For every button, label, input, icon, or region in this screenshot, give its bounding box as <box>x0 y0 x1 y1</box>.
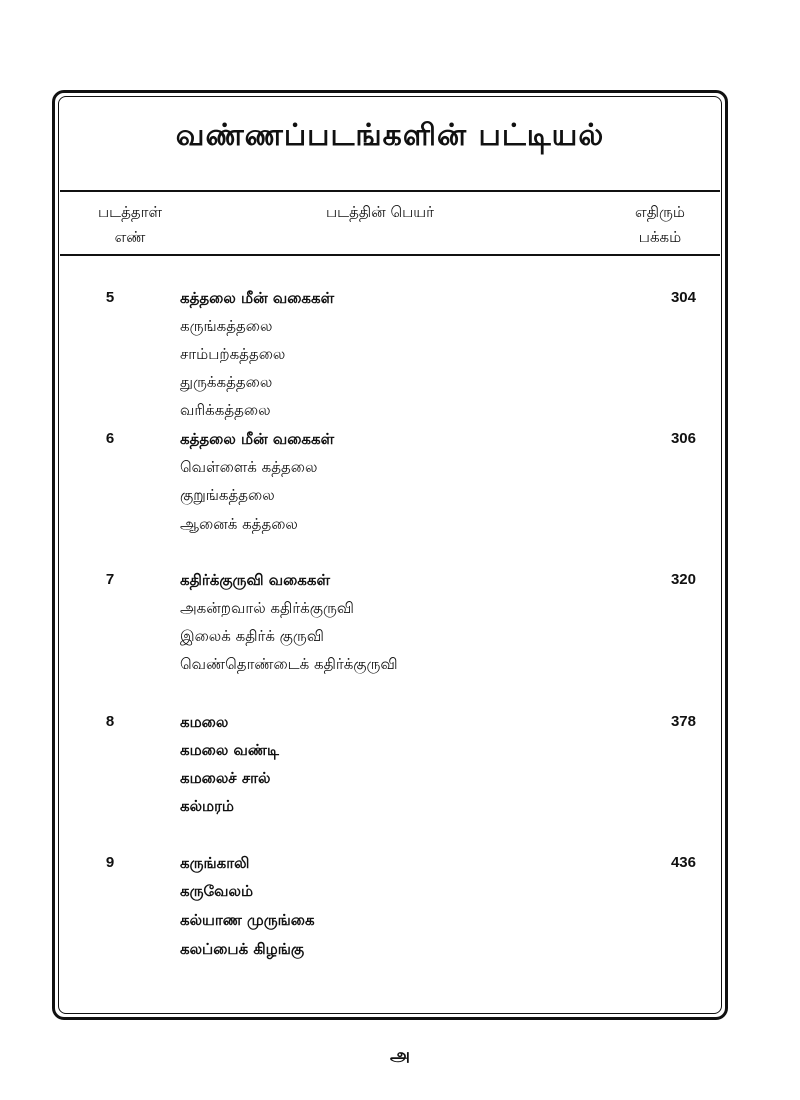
page-title: வண்ணப்படங்களின் பட்டியல் <box>175 118 605 153</box>
item-name: கமலை வண்டி <box>180 741 279 759</box>
item-name: சாம்பற்கத்தலை <box>180 345 286 363</box>
list-item <box>60 453 720 481</box>
item-name: கல்யாண முருங்கை <box>180 911 315 929</box>
list-group-heading <box>60 566 720 594</box>
item-name: குறுங்கத்தலை <box>180 486 275 504</box>
title-divider <box>60 190 720 192</box>
list-item <box>60 622 720 650</box>
list-item <box>60 877 720 905</box>
plate-heading: கத்தலை மீன் வகைகள் <box>180 289 335 307</box>
page-number: 306 <box>670 430 696 447</box>
item-name: கருவேலம் <box>180 882 254 900</box>
list-item <box>60 594 720 622</box>
plate-number: 7 <box>105 571 115 588</box>
plate-heading: கத்தலை மீன் வகைகள் <box>180 430 335 448</box>
page-number: 436 <box>670 854 696 871</box>
list-item <box>60 792 720 820</box>
list-item <box>60 906 720 934</box>
plate-heading: கதிர்க்குருவி வகைகள் <box>180 571 331 589</box>
list-item <box>60 764 720 792</box>
list-group-heading <box>60 425 720 453</box>
plate-number: 6 <box>105 430 115 447</box>
list-item <box>60 312 720 340</box>
column-header-name: படத்தின் பெயர் <box>325 203 434 221</box>
item-name: வெண்தொண்டைக் கதிர்க்குருவி <box>180 655 398 673</box>
column-header-facing-page <box>610 200 710 250</box>
item-name: ஆனைக் கத்தலை <box>180 515 298 533</box>
item-name: அகன்றவால் கதிர்க்குருவி <box>180 599 354 617</box>
page-footer-marker: அ <box>389 1045 410 1066</box>
column-header-page-line2: பக்கம் <box>638 228 682 246</box>
page-number: 378 <box>670 713 696 730</box>
plate-heading: கமலை <box>180 713 229 731</box>
list-group-heading <box>60 708 720 736</box>
list-item <box>60 736 720 764</box>
list-item <box>60 650 720 678</box>
list-item <box>60 340 720 368</box>
column-header-plate-line2: எண் <box>114 228 146 246</box>
item-name: வரிக்கத்தலை <box>180 401 271 419</box>
page-number: 304 <box>670 289 696 306</box>
page-number: 320 <box>670 571 696 588</box>
list-group-heading <box>60 284 720 312</box>
item-name: இலைக் கதிர்க் குருவி <box>180 627 324 645</box>
list-group-heading <box>60 849 720 877</box>
header-divider <box>60 254 720 256</box>
column-header-page-line1: எதிரும் <box>635 203 685 221</box>
item-name: கலப்பைக் கிழங்கு <box>180 940 305 958</box>
plate-number: 9 <box>105 854 115 871</box>
list-item <box>60 396 720 424</box>
plate-number: 5 <box>105 289 115 306</box>
list-item <box>60 481 720 509</box>
item-name: துருக்கத்தலை <box>180 373 273 391</box>
plate-number: 8 <box>105 713 115 730</box>
column-header-plate-number <box>80 200 180 250</box>
item-name: கல்மரம் <box>180 797 234 815</box>
list-item <box>60 368 720 396</box>
item-name: வெள்ளைக் கத்தலை <box>180 458 318 476</box>
item-name: கருங்கத்தலை <box>180 317 273 335</box>
plate-heading: கருங்காலி <box>180 854 250 872</box>
list-item <box>60 935 720 963</box>
list-item <box>60 510 720 538</box>
column-header-plate-line1: படத்தாள் <box>97 203 162 221</box>
item-name: கமலைச் சால் <box>180 769 271 787</box>
